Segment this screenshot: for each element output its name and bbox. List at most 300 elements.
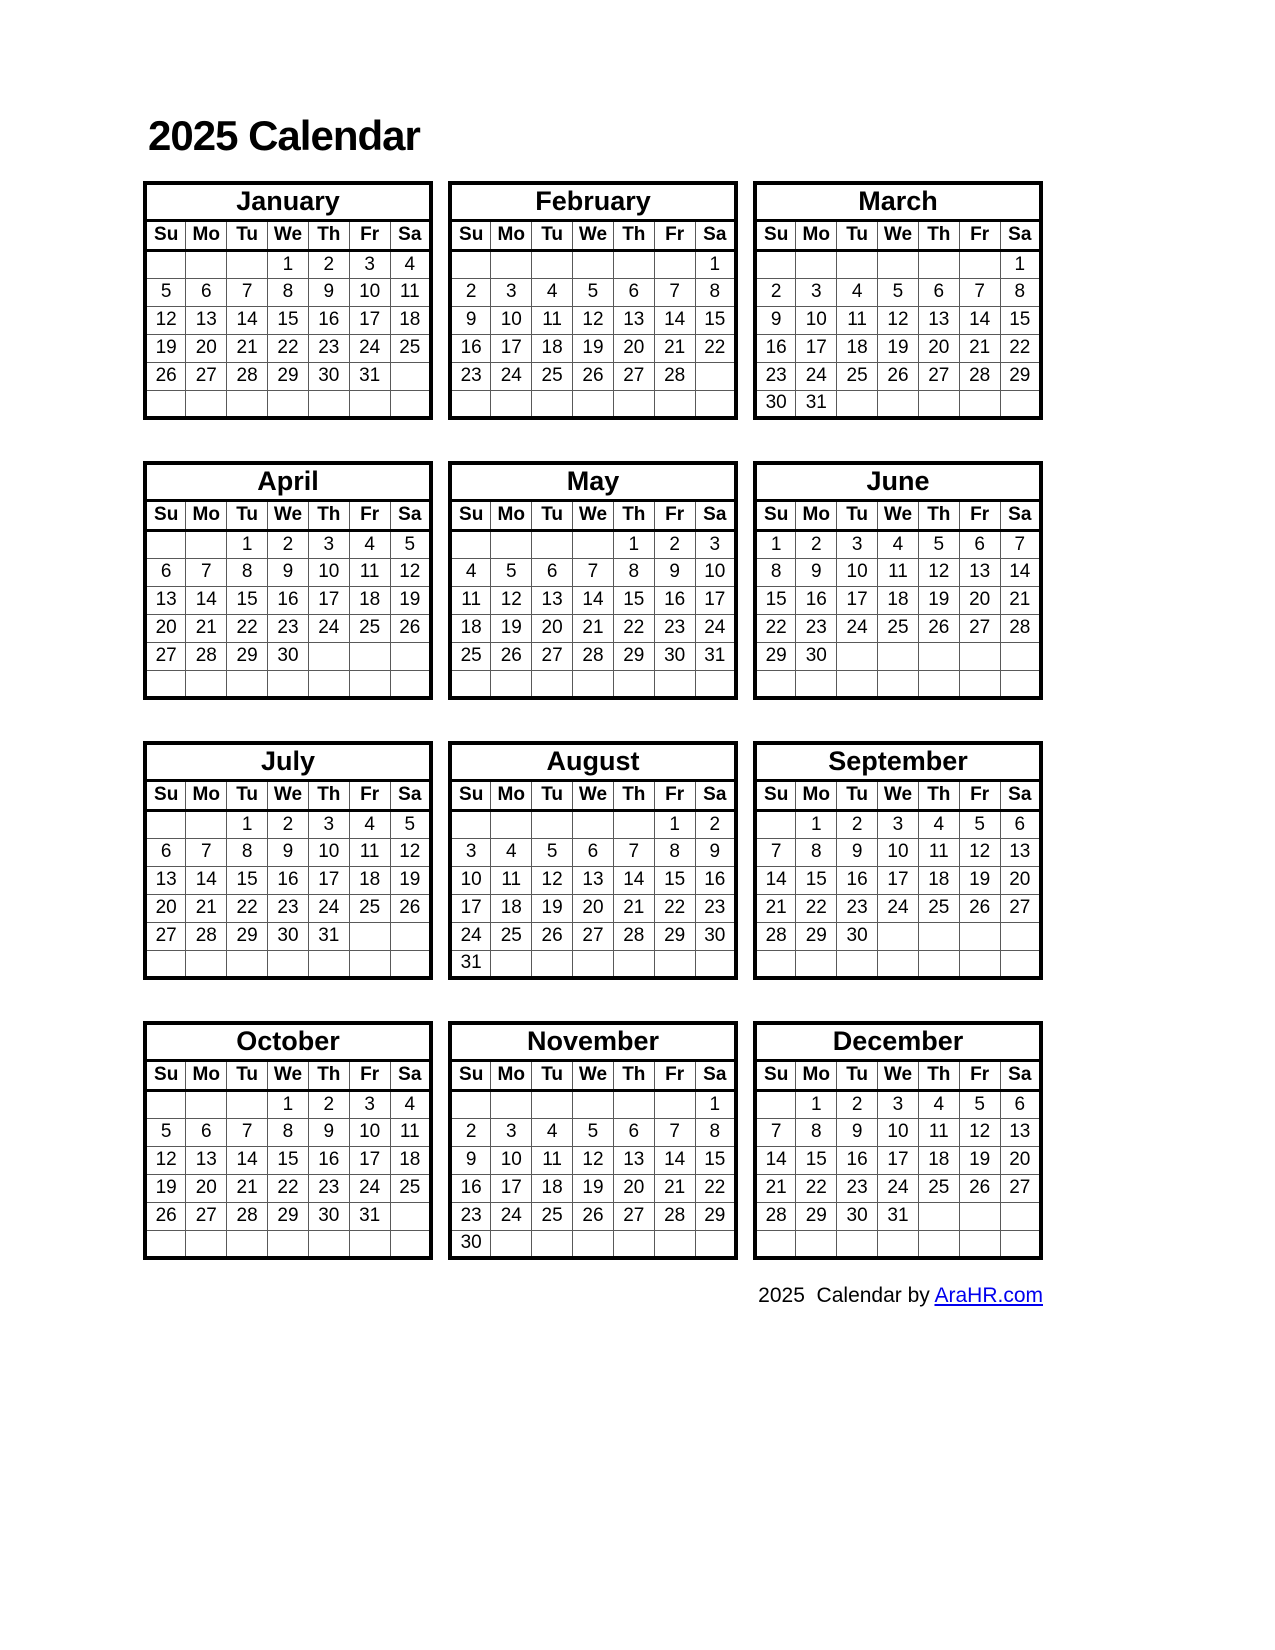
date-cell [390,670,431,698]
date-cell: 10 [450,866,491,894]
date-cell: 1 [227,530,268,558]
day-header-cell: Th [613,500,654,530]
date-cell: 25 [349,614,390,642]
day-header-cell: Mo [186,780,227,810]
date-cell: 13 [1000,1118,1041,1146]
date-cell: 13 [573,866,614,894]
date-cell [532,1090,573,1118]
date-cell: 15 [695,1146,736,1174]
date-cell: 16 [268,586,309,614]
date-cell [755,810,796,838]
week-row [755,1118,1041,1146]
date-cell [837,642,878,670]
week-row [755,838,1041,866]
date-cell [145,250,186,278]
date-cell [959,922,1000,950]
date-cell [186,530,227,558]
day-header-cell: Mo [796,1060,837,1090]
date-cell [918,1230,959,1258]
date-cell [390,642,431,670]
day-header-cell: Th [613,1060,654,1090]
week-row [450,250,736,278]
date-cell [654,950,695,978]
day-header-row [755,220,1041,250]
date-cell: 28 [959,362,1000,390]
date-cell: 17 [349,306,390,334]
date-cell: 23 [695,894,736,922]
date-cell: 28 [755,922,796,950]
date-cell: 9 [837,838,878,866]
date-cell: 25 [532,362,573,390]
date-cell: 2 [308,250,349,278]
date-cell: 27 [186,362,227,390]
date-cell [1000,642,1041,670]
date-cell: 2 [268,810,309,838]
date-cell [186,670,227,698]
date-cell: 18 [532,334,573,362]
day-header-cell: Mo [186,1060,227,1090]
date-cell: 27 [918,362,959,390]
day-header-row [145,220,431,250]
date-cell: 22 [796,1174,837,1202]
date-cell: 20 [145,894,186,922]
day-header-cell: We [573,780,614,810]
date-cell: 4 [450,558,491,586]
day-header-cell: Sa [1000,780,1041,810]
date-cell: 19 [145,1174,186,1202]
weeks-body [145,250,431,418]
date-cell: 2 [837,810,878,838]
date-cell: 26 [573,362,614,390]
date-cell: 20 [145,614,186,642]
date-cell: 13 [613,1146,654,1174]
date-cell: 22 [796,894,837,922]
date-cell [796,950,837,978]
footer-text: 2025 Calendar by [758,1284,935,1307]
day-header-row [755,1060,1041,1090]
date-cell: 15 [796,1146,837,1174]
date-cell [573,530,614,558]
date-cell: 22 [227,614,268,642]
month-title-row [755,463,1041,500]
week-row [450,614,736,642]
date-cell: 22 [268,334,309,362]
date-cell: 28 [227,1202,268,1230]
date-cell [918,250,959,278]
date-cell: 15 [755,586,796,614]
date-cell: 27 [145,642,186,670]
weeks-body [755,530,1041,698]
date-cell: 12 [390,558,431,586]
date-cell: 30 [837,922,878,950]
date-cell: 28 [186,642,227,670]
date-cell: 16 [308,1146,349,1174]
week-row [145,1174,431,1202]
date-cell [349,922,390,950]
day-header-cell: Tu [837,780,878,810]
date-cell: 23 [755,362,796,390]
week-row [145,1118,431,1146]
day-header-cell: We [268,220,309,250]
day-header-cell: Fr [349,500,390,530]
date-cell: 6 [1000,1090,1041,1118]
week-row [755,558,1041,586]
date-cell [349,1230,390,1258]
date-cell: 19 [918,586,959,614]
week-row [755,530,1041,558]
date-cell [450,250,491,278]
date-cell [145,530,186,558]
date-cell: 24 [450,922,491,950]
date-cell: 26 [390,894,431,922]
date-cell: 7 [1000,530,1041,558]
date-cell: 4 [390,1090,431,1118]
date-cell: 22 [654,894,695,922]
day-header-cell: Sa [1000,500,1041,530]
week-row [145,334,431,362]
month-name: January [236,186,340,217]
month-calendar [143,741,433,980]
date-cell [918,922,959,950]
date-cell: 25 [349,894,390,922]
date-cell [959,670,1000,698]
date-cell [491,810,532,838]
month-name: June [866,466,930,497]
date-cell: 11 [532,1146,573,1174]
day-header-cell: We [573,220,614,250]
date-cell: 28 [186,922,227,950]
date-cell [308,950,349,978]
date-cell [532,1230,573,1258]
date-cell: 18 [491,894,532,922]
day-header-cell: Mo [796,500,837,530]
date-cell: 8 [268,278,309,306]
date-cell: 11 [491,866,532,894]
date-cell: 11 [349,558,390,586]
date-cell: 21 [654,1174,695,1202]
day-header-cell: Fr [959,220,1000,250]
date-cell [145,1230,186,1258]
day-header-cell: We [573,500,614,530]
date-cell: 25 [491,922,532,950]
week-row [145,278,431,306]
date-cell: 12 [491,586,532,614]
day-header-cell: Sa [1000,1060,1041,1090]
weeks-body [450,810,736,978]
date-cell [837,390,878,418]
date-cell: 2 [654,530,695,558]
month-title-row [450,463,736,500]
date-cell [532,810,573,838]
week-row [450,530,736,558]
date-cell [918,670,959,698]
date-cell [227,250,268,278]
month-title-row [450,743,736,780]
date-cell: 4 [918,810,959,838]
date-cell: 31 [349,362,390,390]
date-cell [227,950,268,978]
date-cell [390,362,431,390]
date-cell [695,390,736,418]
date-cell: 18 [878,586,919,614]
date-cell: 27 [186,1202,227,1230]
date-cell [186,250,227,278]
date-cell: 6 [532,558,573,586]
date-cell: 17 [491,1174,532,1202]
date-cell [532,950,573,978]
week-row [755,362,1041,390]
week-row [450,362,736,390]
day-header-cell: Sa [390,1060,431,1090]
date-cell: 16 [695,866,736,894]
date-cell [573,810,614,838]
date-cell: 20 [532,614,573,642]
date-cell: 26 [390,614,431,642]
date-cell: 4 [491,838,532,866]
date-cell [390,922,431,950]
date-cell [491,530,532,558]
date-cell [878,922,919,950]
day-header-cell: Mo [796,220,837,250]
date-cell: 11 [918,838,959,866]
date-cell: 15 [268,306,309,334]
weeks-body [755,250,1041,418]
date-cell: 12 [918,558,959,586]
day-header-cell: Fr [959,780,1000,810]
date-cell [613,1230,654,1258]
date-cell [450,1090,491,1118]
week-row [145,1230,431,1258]
date-cell: 4 [532,1118,573,1146]
date-cell: 26 [959,1174,1000,1202]
date-cell: 8 [755,558,796,586]
date-cell: 17 [349,1146,390,1174]
date-cell: 9 [755,306,796,334]
date-cell: 7 [186,838,227,866]
date-cell: 16 [268,866,309,894]
date-cell [755,1230,796,1258]
date-cell [1000,390,1041,418]
day-header-row [755,500,1041,530]
week-row [755,334,1041,362]
date-cell: 9 [695,838,736,866]
month-name: July [260,746,316,777]
date-cell [918,642,959,670]
date-cell: 3 [878,1090,919,1118]
date-cell: 1 [695,1090,736,1118]
date-cell [654,390,695,418]
date-cell: 2 [695,810,736,838]
date-cell: 19 [390,866,431,894]
date-cell [837,1230,878,1258]
date-cell [755,1090,796,1118]
date-cell: 9 [268,838,309,866]
week-row [145,1202,431,1230]
date-cell: 29 [227,922,268,950]
date-cell: 5 [532,838,573,866]
date-cell: 19 [573,334,614,362]
day-header-cell: Th [308,1060,349,1090]
date-cell: 1 [695,250,736,278]
date-cell [491,1090,532,1118]
date-cell [145,810,186,838]
week-row [450,334,736,362]
day-header-cell: Sa [695,1060,736,1090]
date-cell: 10 [349,1118,390,1146]
week-row [145,642,431,670]
day-header-cell: Tu [532,500,573,530]
day-header-cell: Su [145,500,186,530]
date-cell: 21 [755,1174,796,1202]
date-cell: 22 [695,334,736,362]
date-cell: 24 [878,894,919,922]
date-cell: 27 [1000,1174,1041,1202]
day-header-cell: Tu [837,500,878,530]
week-row [755,866,1041,894]
date-cell: 10 [796,306,837,334]
date-cell [695,1230,736,1258]
date-cell: 9 [308,1118,349,1146]
week-row [145,894,431,922]
weeks-body [450,250,736,418]
date-cell: 2 [450,1118,491,1146]
month-calendar [143,461,433,700]
date-cell: 6 [145,838,186,866]
week-row [450,1174,736,1202]
week-row [755,1146,1041,1174]
date-cell: 5 [573,1118,614,1146]
date-cell: 23 [268,614,309,642]
date-cell: 16 [450,1174,491,1202]
date-cell [349,390,390,418]
date-cell [959,390,1000,418]
day-header-cell: We [878,780,919,810]
month-title-row [450,1023,736,1060]
date-cell: 19 [532,894,573,922]
date-cell: 5 [390,810,431,838]
date-cell: 5 [878,278,919,306]
date-cell: 7 [959,278,1000,306]
date-cell: 8 [695,1118,736,1146]
date-cell: 17 [308,866,349,894]
month-calendar [448,741,738,980]
date-cell [573,1090,614,1118]
date-cell: 15 [227,866,268,894]
date-cell: 19 [573,1174,614,1202]
date-cell: 7 [654,278,695,306]
weeks-body [145,530,431,698]
date-cell: 10 [491,306,532,334]
month-title-row [145,1023,431,1060]
date-cell: 18 [450,614,491,642]
date-cell: 15 [268,1146,309,1174]
date-cell: 30 [308,1202,349,1230]
date-cell: 17 [878,866,919,894]
date-cell: 21 [227,1174,268,1202]
date-cell: 10 [878,1118,919,1146]
day-header-cell: Tu [227,500,268,530]
date-cell [186,1230,227,1258]
date-cell: 21 [573,614,614,642]
date-cell: 7 [227,1118,268,1146]
month-title-row [450,183,736,220]
date-cell [1000,670,1041,698]
date-cell: 11 [918,1118,959,1146]
date-cell: 28 [613,922,654,950]
day-header-cell: Fr [654,220,695,250]
date-cell [959,642,1000,670]
date-cell: 2 [308,1090,349,1118]
month-title [450,1023,736,1060]
month-name: November [526,1026,660,1057]
day-header-cell: Mo [491,1060,532,1090]
date-cell [390,390,431,418]
week-row [145,1146,431,1174]
date-cell [755,250,796,278]
date-cell: 19 [491,614,532,642]
date-cell: 24 [491,1202,532,1230]
day-header-cell: We [878,1060,919,1090]
date-cell: 15 [695,306,736,334]
date-cell: 5 [145,1118,186,1146]
week-row [450,1202,736,1230]
date-cell: 5 [918,530,959,558]
date-cell [532,530,573,558]
week-row [450,1146,736,1174]
date-cell: 30 [450,1230,491,1258]
week-row [450,894,736,922]
date-cell: 9 [796,558,837,586]
week-row [450,1230,736,1258]
date-cell [959,250,1000,278]
date-cell: 14 [654,306,695,334]
month-title-row [755,183,1041,220]
date-cell: 29 [654,922,695,950]
date-cell: 3 [491,1118,532,1146]
date-cell: 10 [878,838,919,866]
date-cell: 7 [613,838,654,866]
week-row [145,306,431,334]
date-cell: 24 [837,614,878,642]
date-cell: 1 [268,250,309,278]
date-cell [878,642,919,670]
date-cell [349,670,390,698]
week-row [755,1090,1041,1118]
date-cell [450,530,491,558]
date-cell: 30 [308,362,349,390]
date-cell: 16 [796,586,837,614]
date-cell: 27 [145,922,186,950]
day-header-cell: Su [755,500,796,530]
date-cell: 9 [450,1146,491,1174]
date-cell: 18 [349,586,390,614]
footer-link[interactable]: AraHR.com [934,1284,1043,1307]
month-name: August [546,746,640,777]
date-cell: 21 [186,614,227,642]
date-cell: 6 [186,278,227,306]
day-header-cell: Fr [654,500,695,530]
date-cell: 25 [918,894,959,922]
date-cell: 3 [878,810,919,838]
day-header-cell: Mo [796,780,837,810]
date-cell: 3 [349,1090,390,1118]
date-cell: 18 [390,306,431,334]
date-cell: 20 [186,1174,227,1202]
date-cell [878,250,919,278]
date-cell: 29 [796,1202,837,1230]
date-cell [186,950,227,978]
week-row [450,838,736,866]
